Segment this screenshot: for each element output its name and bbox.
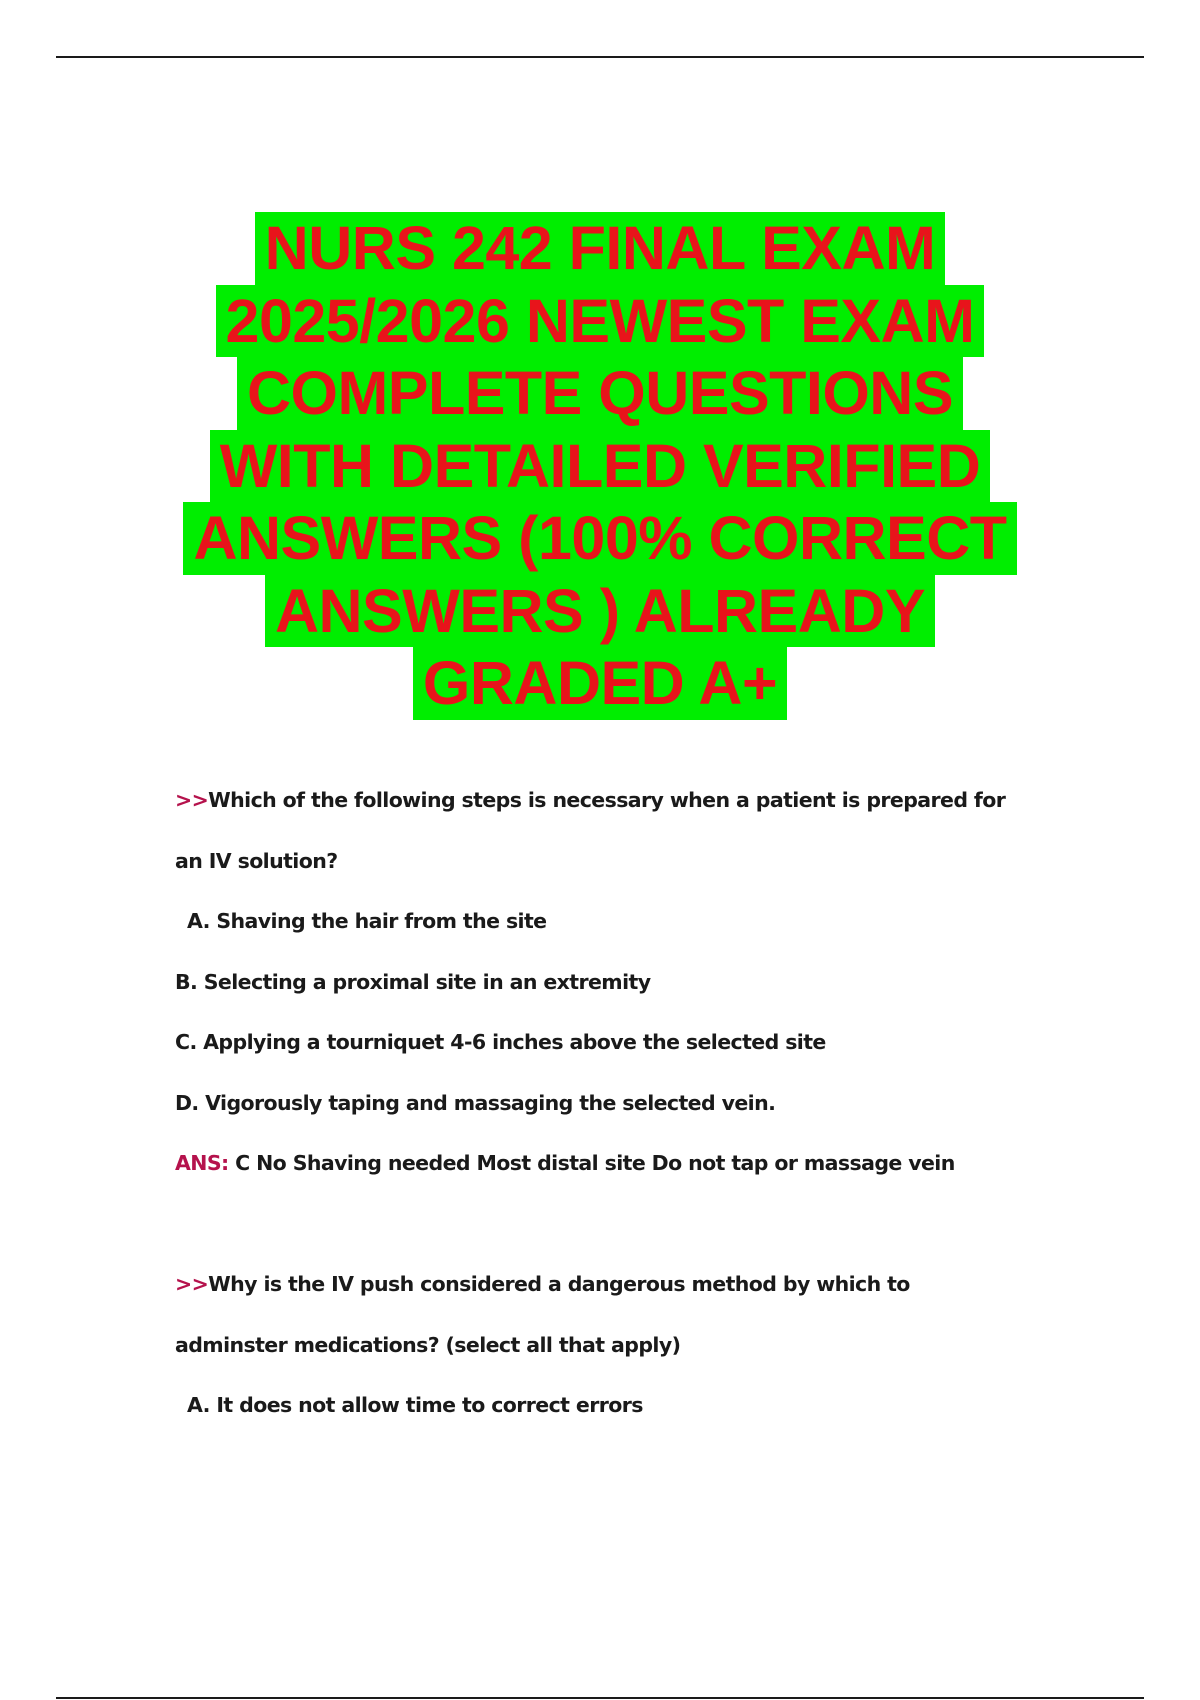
question-marker: >> [175, 788, 209, 812]
question-stem-line1: Which of the following steps is necessary when a patient is prepared for [208, 788, 1006, 812]
option-c: C. Applying a tourniquet 4-6 inches above the selected site [175, 1030, 826, 1054]
answer-text: C No Shaving needed Most distal site Do not tap or massage vein [235, 1151, 955, 1175]
title-line: GRADED A+ [413, 647, 787, 720]
top-rule [56, 56, 1144, 58]
option-d: D. Vigorously taping and massaging the selected vein. [175, 1091, 776, 1115]
question-stem [175, 788, 1005, 812]
title-line: ANSWERS (100% CORRECT [183, 502, 1016, 575]
title-line: ANSWERS ) ALREADY [265, 575, 935, 648]
title-line: NURS 242 FINAL EXAM [255, 212, 946, 285]
title-line: COMPLETE QUESTIONS [237, 357, 963, 430]
question-stem [175, 1272, 910, 1296]
title-line: WITH DETAILED VERIFIED [210, 430, 991, 503]
question-marker: >> [175, 1272, 209, 1296]
question-stem-line1: Why is the IV push considered a dangerous method by which to [208, 1272, 910, 1296]
question-stem-line2: an IV solution? [175, 849, 338, 873]
option-b: B. Selecting a proximal site in an extremity [175, 970, 651, 994]
option-a: A. It does not allow time to correct errors [187, 1393, 643, 1417]
document-title [0, 212, 1200, 720]
answer-line [175, 1151, 955, 1175]
answer-label: ANS: [175, 1151, 229, 1175]
question-stem-line2: adminster medications? (select all that apply) [175, 1333, 681, 1357]
title-line: 2025/2026 NEWEST EXAM [216, 285, 985, 358]
bottom-rule [56, 1697, 1144, 1699]
option-a: A. Shaving the hair from the site [187, 909, 547, 933]
